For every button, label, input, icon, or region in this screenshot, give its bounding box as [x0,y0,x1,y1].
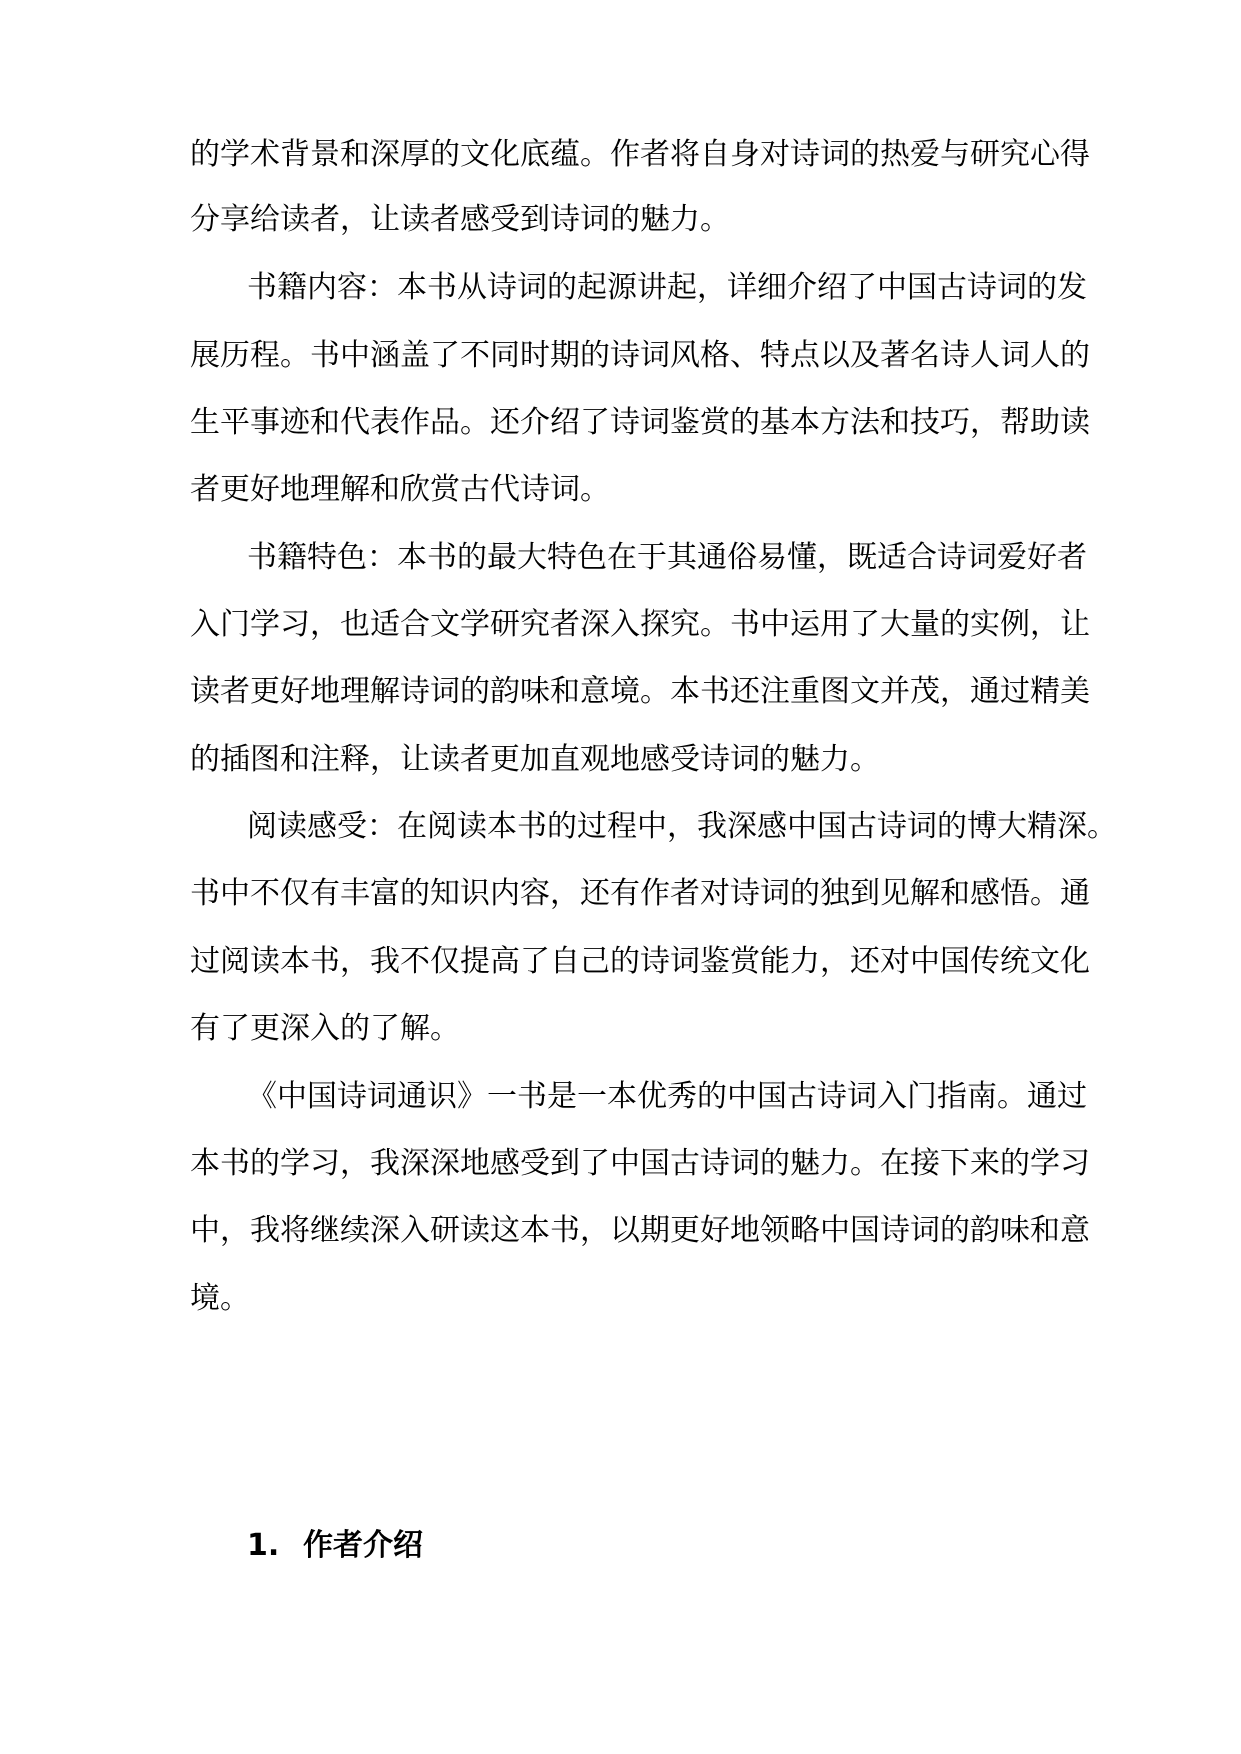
paragraph-line: 过阅读本书，我不仅提高了自己的诗词鉴赏能力，还对中国传统文化 [190,944,1090,979]
paragraph-line: 展历程。书中涵盖了不同时期的诗词风格、特点以及著名诗人词人的 [190,338,1090,373]
paragraph-line: 《中国诗词通识》一书是一本优秀的中国古诗词入门指南。通过 [247,1079,1087,1114]
paragraph-line: 阅读感受：在阅读本书的过程中，我深感中国古诗词的博大精深。 [247,809,1117,844]
paragraph-line: 书中不仅有丰富的知识内容，还有作者对诗词的独到见解和感悟。通 [190,876,1090,911]
section-heading [247,1526,423,1566]
paragraph-line: 本书的学习，我深深地感受到了中国古诗词的魅力。在接下来的学习 [190,1146,1090,1181]
heading-number: 1. [247,1528,280,1563]
paragraph-line: 入门学习，也适合文学研究者深入探究。书中运用了大量的实例，让 [190,607,1090,642]
paragraph-line: 境。 [190,1281,250,1316]
paragraph-line: 的学术背景和深厚的文化底蕴。作者将自身对诗词的热爱与研究心得 [190,137,1090,172]
paragraph-line: 生平事迹和代表作品。还介绍了诗词鉴赏的基本方法和技巧，帮助读 [190,405,1090,440]
heading-title: 作者介绍 [303,1528,423,1563]
paragraph-line: 有了更深入的了解。 [190,1011,460,1046]
paragraph-line: 书籍内容：本书从诗词的起源讲起，详细介绍了中国古诗词的发 [247,270,1087,305]
paragraph-line: 的插图和注释，让读者更加直观地感受诗词的魅力。 [190,742,880,777]
paragraph-line: 中，我将继续深入研读这本书，以期更好地领略中国诗词的韵味和意 [190,1213,1090,1248]
paragraph-line: 分享给读者，让读者感受到诗词的魅力。 [190,202,730,237]
paragraph-line: 读者更好地理解诗词的韵味和意境。本书还注重图文并茂，通过精美 [190,674,1090,709]
paragraph-line: 书籍特色：本书的最大特色在于其通俗易懂，既适合诗词爱好者 [247,540,1087,575]
paragraph-line: 者更好地理解和欣赏古代诗词。 [190,472,610,507]
